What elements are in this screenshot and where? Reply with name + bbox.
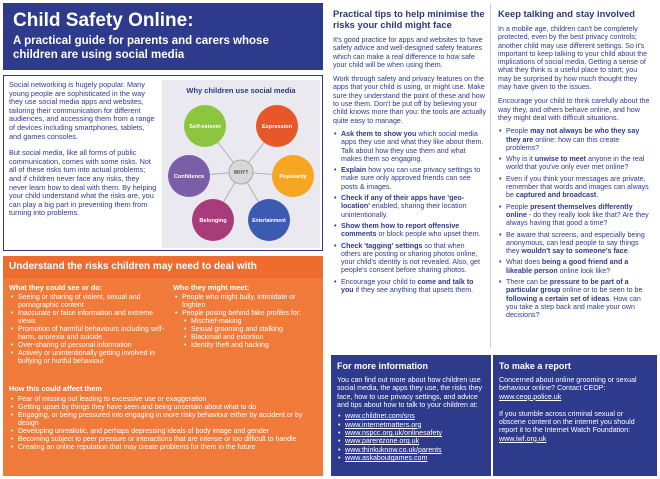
intro-paragraph-1: Social networking is hugely popular. Many young people are sophisticated in the way they use social media apps and websites, tailoring their communication for different audiences, and accessing them from a range of devices including smartphones, tablets, and games consoles. [9, 80, 155, 141]
node-label-popularity: Popularity [279, 174, 307, 180]
report-box [493, 355, 657, 476]
list-item: • Check 'tagging' settings so that when others are posting or sharing photos online, your child's identity is not revealed. Also, get people's consent before sharing photos. [333, 242, 486, 275]
affect-heading: How this could affect them [9, 384, 102, 393]
link-item [337, 421, 485, 429]
link-askaboutgames[interactable]: www.askaboutgames.com [345, 454, 428, 463]
report-text-2: If you stumble across criminal sexual or obscene content on the internet you should report it to the Internet Watch Foundation: [499, 409, 635, 435]
list-item: • People who might bully, intimidate or frighten [175, 294, 319, 310]
affect-list [11, 396, 319, 452]
list-item: • Inaccurate or false information and extreme views [11, 310, 171, 326]
page-header [3, 3, 323, 70]
report-title: To make a report [499, 361, 571, 371]
intro-text [9, 81, 157, 226]
list-item: • Be aware that screens, and especially being anonymous, can lead people to say things they wouldn't say to someone's face. [498, 231, 652, 256]
list-item: • Actively or unintentionally getting involved in bullying or hurtful behaviour [11, 350, 171, 366]
risks-title: Understand the risks children may need to deal with [3, 256, 323, 278]
tips-paragraph-1: It's good practice for apps and websites to have safety advice and well-designed safety features which can make a real difference to how safe your child will be when using them. [333, 36, 483, 69]
risks-section [3, 256, 323, 476]
more-info-text: You can find out more about how children use social media, the apps they use, the risks they face, how to use privacy settings, and advice and tips about how to talk to your children at: [337, 376, 483, 409]
page-subtitle: A practical guide for parents and carers whose children are using social media [13, 35, 269, 61]
list-item: • Developing unrealistic, and perhaps depressing ideals of body image and gender [11, 428, 319, 436]
list-item: • Becoming subject to peer pressure or interactions that are intense or too difficult to handle [11, 436, 319, 444]
list-item: • Engaging, or being pressured into engaging in more risky behaviour either by accident or by design [11, 412, 319, 428]
list-item: • What does being a good friend and a likeable person online look like? [498, 258, 652, 275]
meet-heading: Who they might meet: [173, 283, 250, 292]
see-heading: What they could see or do: [9, 283, 103, 292]
intro-section [3, 75, 323, 251]
list-item: • Encourage your child to come and talk to you if they see anything that upsets them. [333, 278, 486, 295]
list-item: • Getting upset by things they have seen and being uncertain about what to do [11, 404, 319, 412]
list-item: • Identity theft and hacking [175, 342, 319, 350]
node-label-entertainment: Entertainment [252, 218, 286, 224]
link-ceop[interactable]: www.ceop.police.uk [499, 392, 562, 401]
link-item [337, 446, 485, 454]
node-label-self-esteem: Self-esteem [189, 124, 221, 130]
link-nspcc[interactable]: www.nspcc.org.uk/onlinesafety [345, 429, 442, 437]
list-item: • Seeing or sharing of violent, sexual and pornographic content [11, 294, 171, 310]
keep-talking-paragraph-1: In a mobile age, children can't be completely protected, even by the best privacy controls; another child may use different settings. So it's important to keep talking to your child about the implications of social media. Getting a sense of what they think is a useful place to start; you may be surprised by how much thought they may have given to the issues. [498, 25, 648, 92]
list-item: • Fear of missing out leading to excessive use or exaggeration [11, 396, 319, 404]
see-list [11, 294, 171, 366]
tips-list [333, 130, 486, 294]
keep-talking-text [498, 25, 652, 122]
keep-talking-paragraph-2: Encourage your child to think carefully about the way they, and others behave online, and how they might deal with difficult situations. [498, 97, 650, 122]
link-item [337, 412, 485, 420]
link-item [337, 454, 485, 462]
diagram-svg [162, 80, 320, 248]
tips-title: Practical tips to help minimise the risks your child might face [333, 8, 485, 30]
link-item [337, 437, 485, 445]
intro-paragraph-2: But social media, like all forms of public communication, comes with some risks. Not all of these risks turn into actual problems; and if children never face any risks, they never learn how to deal with them. By helping your child understand what the risks are, you can play a big part in preventing them from turning into problems. [9, 148, 157, 218]
keep-talking-list [498, 127, 652, 319]
list-item: • Check if any of their apps have 'geo-location' enabled, sharing their location unintentionally. [333, 194, 486, 219]
list-item: • People may not always be who they say they are online: how can this create problems? [498, 127, 652, 152]
more-info-box [331, 355, 491, 476]
list-item: • Why is it unwise to meet anyone in the real world that you've only ever met online? [498, 155, 652, 172]
tips-paragraph-2: Work through safety and privacy features on the apps that your child is using, or might use. Make sure they understand the point of these and how to use them. Don't be put off by believing your child knows more than you: the tools are actually quite easy to manage. [333, 75, 486, 125]
list-item: • People posing behind fake profiles for: [175, 310, 319, 318]
why-diagram [162, 80, 320, 248]
more-info-title: For more information [337, 361, 429, 371]
list-item: • Sexual grooming and stalking [175, 326, 319, 334]
link-iwf[interactable]: www.iwf.org.uk [499, 434, 547, 443]
list-item: • People present themselves differently online - do they really look like that? Are they always having that good a time? [498, 203, 652, 228]
link-internetmatters[interactable]: www.internetmatters.org [345, 420, 422, 429]
keep-talking-section [493, 3, 657, 348]
list-item: • Even if you think your messages are private, remember that words and images can always be captured and broadcast. [498, 175, 652, 200]
list-item: • Promotion of harmful behaviours including self-harm, anorexia and suicide [11, 326, 171, 342]
list-item: • There can be pressure to be part of a particular group online or to be seen to be following a certain set of ideas. How can you take a step back and make your own decisions? [498, 278, 652, 319]
meet-list [175, 294, 319, 350]
list-item: • Mischief-making [175, 318, 319, 326]
list-item: • Ask them to show you which social media apps they use and what they like about them. Talk about how they use them and what makes them so engaging. [333, 130, 486, 163]
node-label-expression: Expression [261, 124, 293, 130]
node-label-center: WHY? [233, 170, 249, 176]
diagram-title: Why children use social media [186, 86, 296, 95]
page-title: Child Safety Online: [13, 10, 194, 31]
link-childnet[interactable]: www.childnet.com/sns [345, 412, 415, 421]
list-item: • Show them how to report offensive comments or block people who upset them. [333, 222, 486, 239]
link-thinkuknow[interactable]: www.thinkuknow.co.uk/parents [345, 445, 442, 454]
tips-section [329, 3, 491, 348]
link-item [337, 429, 485, 437]
link-parentzone[interactable]: www.parentzone.org.uk [345, 437, 420, 446]
node-label-belonging: Belonging [199, 218, 227, 224]
list-item: • Creating an online reputation that may create problems for them in the future [11, 444, 319, 452]
list-item: • Explain how you can use privacy settings to make sure only approved friends can see posts & images. [333, 166, 486, 191]
list-item: • Over-sharing of personal information [11, 342, 171, 350]
keep-talking-title: Keep talking and stay involved [498, 8, 636, 19]
tips-text [333, 36, 486, 125]
list-item: • Blackmail and extortion [175, 334, 319, 342]
node-label-confidence: Confidence [173, 174, 205, 180]
report-text-1: Concerned about online grooming or sexual behaviour online? Contact CEOP: [499, 376, 637, 393]
more-info-links [337, 412, 485, 462]
